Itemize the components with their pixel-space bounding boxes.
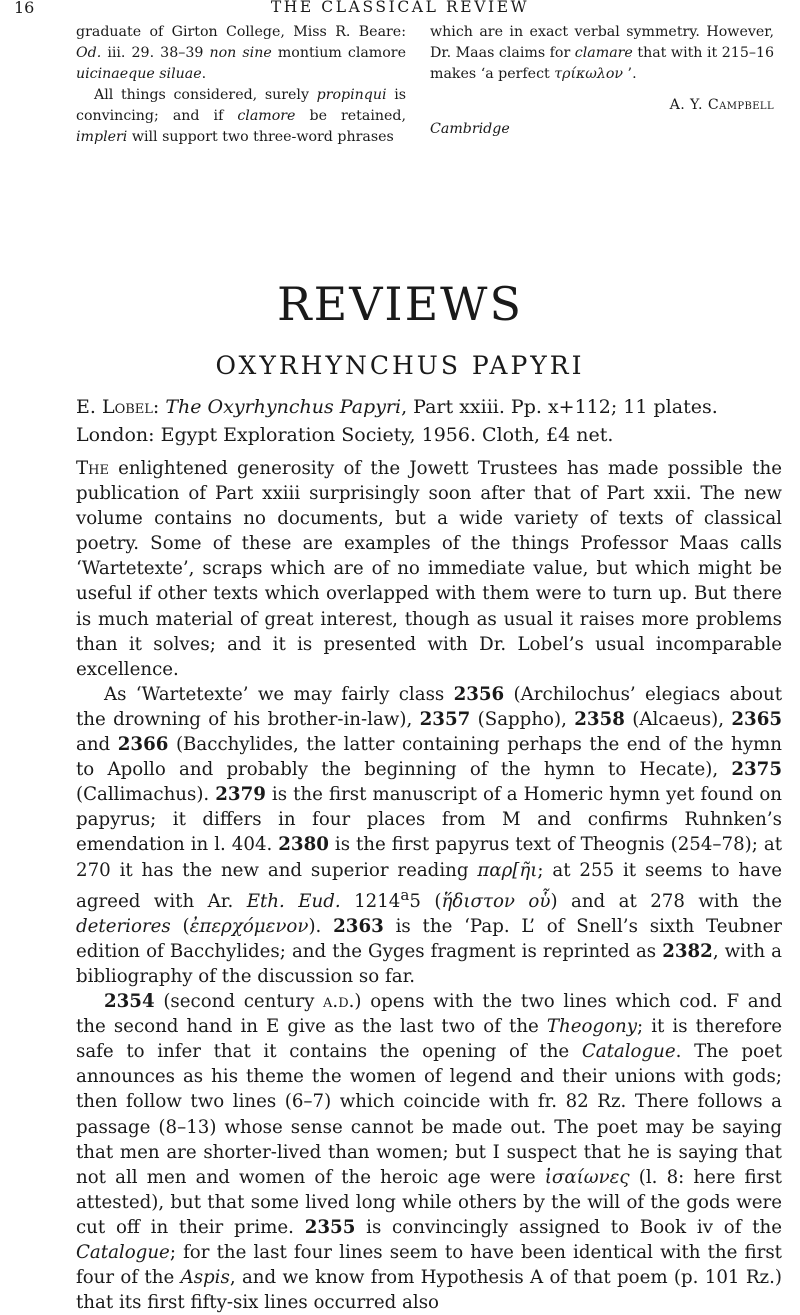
right-column	[430, 22, 774, 140]
page-number: 16	[14, 0, 35, 17]
body-paragraph: The enlightened generosity of the Jowett Trustees has made possible the publication of Part xxiii surprisingly soon after that of Part xxii. The new volume contains no documents, but a wide variety of texts of classical poetry. Some of these are examples of the things Professor Maas calls ‘Wartetexte’, scraps which are of no immediate value, but which might be useful if other texts which overlapped with them were to turn up. But there is much material of great interest, though as usual it raises more problems than it solves; and it is presented with Dr. Lobel’s usual incomparable excellence.	[76, 458, 782, 680]
left-column	[76, 22, 406, 148]
section-title: REVIEWS	[277, 277, 523, 331]
citation-title: The Oxyrhynchus Papyri	[165, 396, 402, 418]
running-head: THE CLASSICAL REVIEW	[270, 0, 530, 16]
author-place: Cambridge	[430, 121, 510, 137]
left-column-paragraph: All things considered, surely propinqui is convincing; and if clamore be retained, impleri will support two three-word phrases	[76, 87, 407, 145]
body-paragraph: 2354 (second century a.d.) opens with the two lines which cod. F and the second hand in E give as the last two of the Theogony; it is therefore safe to infer that it contains the opening of the Catalogue. The poet announces as his theme the women of legend and their unions with gods; then follow two lines (6–7) which coincide with fr. 82 Rz. There follows a passage (8–13) whose sense cannot be made out. The poet may be saying that men are shorter-lived than women; but I suspect that he is saying that not all men and women of the heroic age were ἰσαίωνες (l. 8: here first attested), but that some lived long while others by the will of the gods were cut off in their prime. 2355 is convincingly assigned to Book iv of the Catalogue; for the last four lines seem to have been identical with the first four of the Aspis, and we know from Hypothesis A of that poem (p. 101 Rz.) that its first fifty-six lines occurred also	[76, 991, 782, 1314]
body-paragraph: As ‘Wartetexte’ we may fairly class 2356 (Archilochus’ elegiacs about the drowning of his brother-in-law), 2357 (Sappho), 2358 (Alcaeus), 2365 and 2366 (Bacchylides, the latter containing perhaps the end of the hymn to Apollo and probably the beginning of the hymn to Hecate), 2375 (Callimachus). 2379 is the first manuscript of a Homeric hymn yet found on papyrus; it differs in four places from M and confirms Ruhnken’s emendation in l. 404. 2380 is the first papyrus text of Theognis (254–78); at 270 it has the new and superior reading παρ[ῆι; at 255 it seems to have agreed with Ar. Eth. Eud. 1214$^a$5 (ἥδιστον οὗ) and at 278 with the deteriores (ἐπερχόμενον). 2363 is the ‘Pap. L’ of Snell’s sixth Teubner edition of Bacchylides; and the Gyges fragment is reprinted as 2382, with a bibliography of the discussion so far.	[76, 683, 783, 987]
left-column-paragraph: graduate of Girton College, Miss R. Beare: Od. iii. 29. 38–39 non sine montium clamore uicinaeque siluae.	[76, 24, 406, 82]
book-citation: E. Lobel: The Oxyrhynchus Papyri, Part xxiii. Pp. x+112; 11 plates. London: Egypt Exploration Society, 1956. Cloth, £4 net.	[76, 396, 718, 446]
author-signature: A. Y. Campbell	[669, 97, 774, 113]
right-column-paragraph: which are in exact verbal symmetry. However, Dr. Maas claims for clamare that with it 215–16 makes ‘a perfect τρίκωλον ’.	[430, 24, 774, 82]
page-header	[0, 0, 800, 20]
citation-author: E. Lobel	[76, 396, 153, 418]
article-title: OXYRHYNCHUS PAPYRI	[215, 351, 585, 380]
review-body	[76, 456, 782, 1315]
